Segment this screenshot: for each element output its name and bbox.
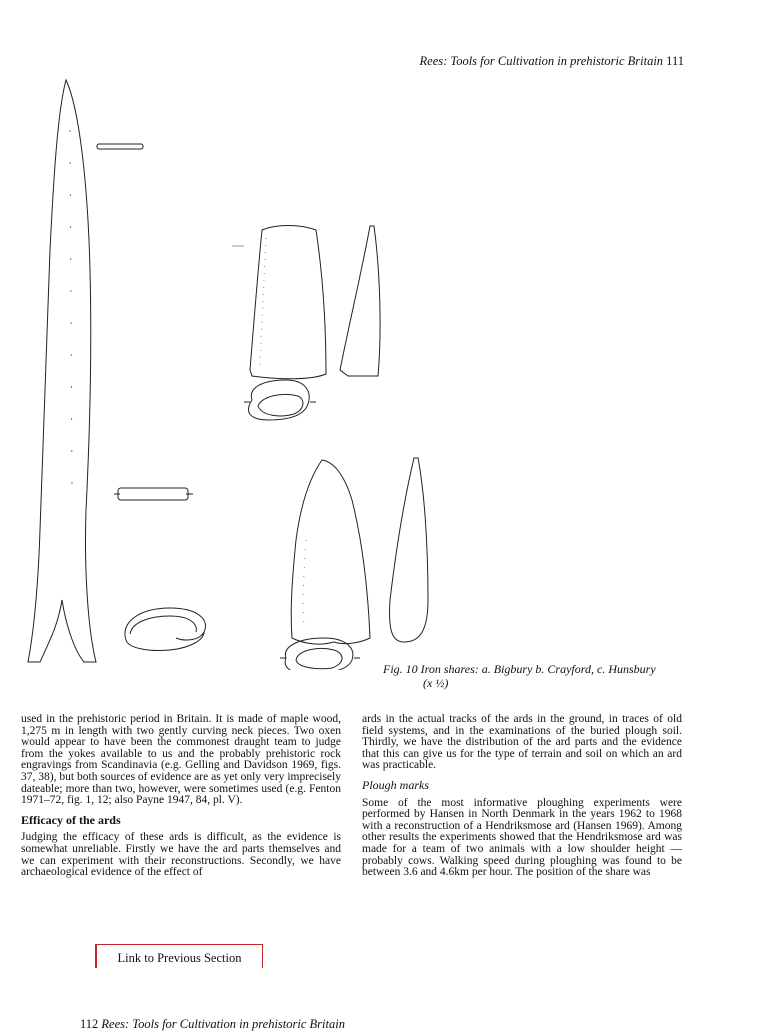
share-a-section-top bbox=[97, 144, 143, 149]
share-a-outline bbox=[28, 80, 96, 662]
left-paragraph-1: used in the prehistoric period in Britain. It is made of maple wood, 1,275 m in length with two gently curving neck pieces. Two oxen would appear to have been the commonest draught team to judge from the yokes available to us and the probably prehistoric rock engravings from Scandinavia (e.g. Gelling and Davidson 1969, figs. 37, 38), but both sources of evidence are as yet only very imprecisely dateable; more than two, however, were sometimes used (e.g. Fenton 1971–72, fig. 1, 12; also Payne 1947, 84, pl. V). bbox=[21, 713, 341, 807]
right-paragraph-2: Some of the most informative ploughing experiments were performed by Hansen in North Denmark in the years 1962 to 1968 with a reconstruction of a Hendriksmose ard (Hansen 1969). Among other results the experiments showed that the Hendriksmose ard was made for a team of two animals with a low shoulder height — probably cows. Walking speed during ploughing was found to be between 3.6 and 4.6km per hour. The position of the share was bbox=[362, 796, 682, 879]
share-c-socket bbox=[285, 638, 353, 670]
next-page-number: 112 bbox=[80, 1017, 99, 1031]
link-to-previous-section-button[interactable]: Link to Previous Section bbox=[95, 944, 263, 968]
caption-line-1: Fig. 10 Iron shares: a. Bigbury b. Crayford, c. Hunsbury bbox=[383, 662, 656, 676]
subheading-plough-marks: Plough marks bbox=[362, 777, 429, 792]
running-head bbox=[420, 54, 684, 69]
left-column bbox=[21, 714, 341, 879]
share-b-side bbox=[340, 226, 380, 376]
share-c-side bbox=[390, 458, 428, 642]
share-c-outline bbox=[291, 460, 370, 644]
figure-drawing bbox=[0, 70, 768, 670]
right-paragraph-1: ards in the actual tracks of the ards in the ground, in traces of old field systems, and in the examinations of the buried plough soil. Thirdly, we have the distribution of the ard parts and the evidence that this can give us for the type of terrain and soil on which an ard was practicable. bbox=[362, 713, 682, 772]
right-column bbox=[362, 714, 682, 879]
next-page-title: Rees: Tools for Cultivation in prehistoric Britain bbox=[101, 1017, 345, 1031]
share-a-socket bbox=[125, 608, 206, 651]
caption-line-2: (x ½) bbox=[423, 676, 449, 690]
next-page-running-head bbox=[80, 1017, 345, 1032]
share-b-socket bbox=[249, 380, 310, 420]
iron-shares-figure bbox=[0, 70, 768, 670]
share-b-outline bbox=[250, 226, 326, 379]
left-paragraph-2: Judging the efficacy of these ards is difficult, as the evidence is somewhat unreliable. Firstly we have the ard parts themselves and we can experiment with their reconstructions. Secondly, we have archaeological evidence of the effect of bbox=[21, 831, 341, 879]
share-a-detail bbox=[70, 130, 72, 490]
share-a-section-mid bbox=[118, 488, 188, 500]
figure-caption bbox=[383, 662, 693, 690]
page-number: 111 bbox=[666, 54, 684, 68]
section-heading-efficacy: Efficacy of the ards bbox=[21, 812, 121, 827]
running-head-title: Rees: Tools for Cultivation in prehistoric Britain bbox=[419, 54, 664, 68]
